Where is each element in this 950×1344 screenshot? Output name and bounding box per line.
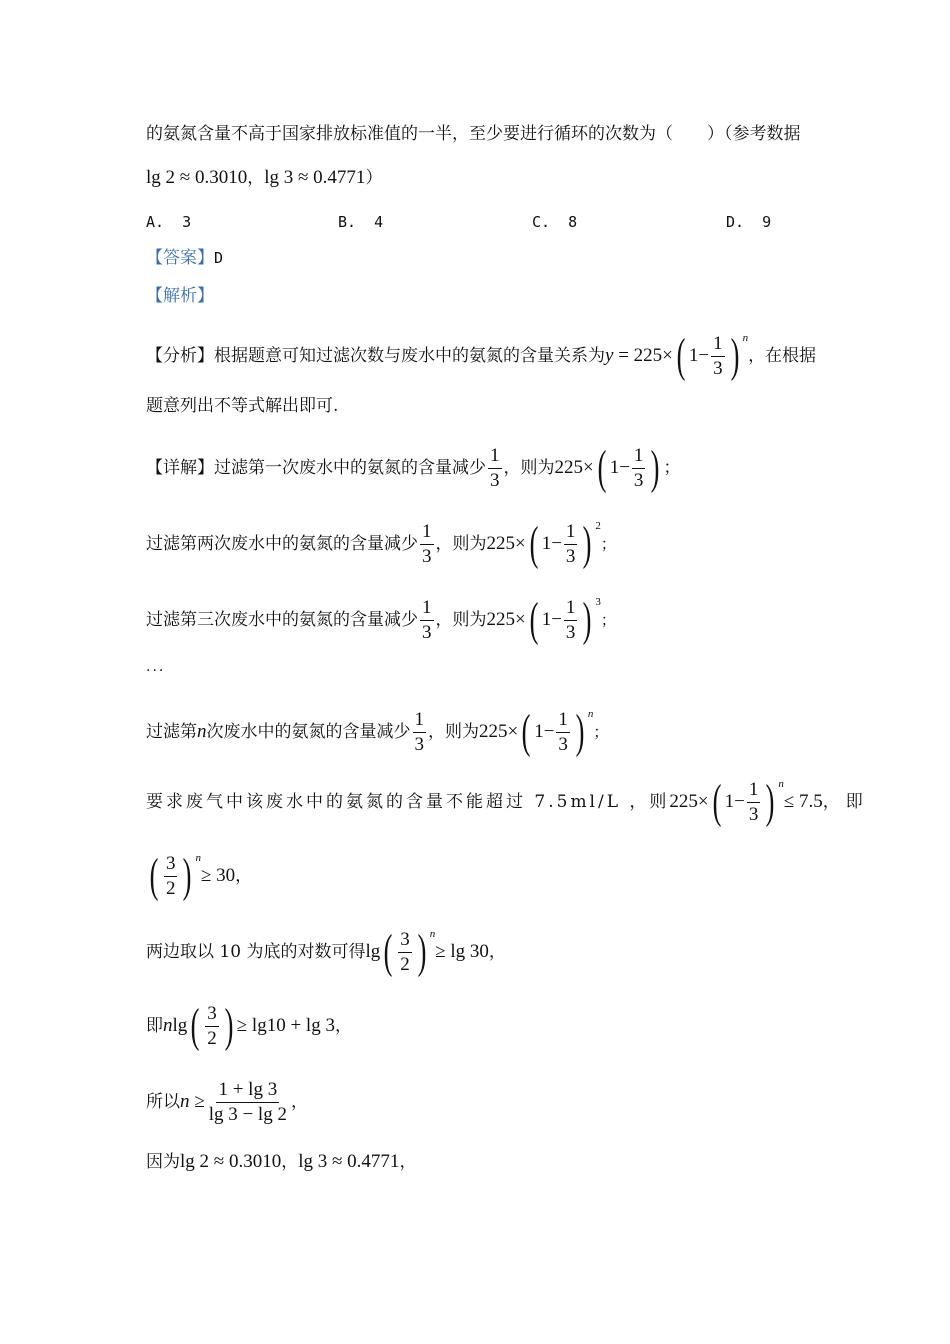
ref-lg2: lg 2 ≈ 0.3010 (146, 167, 248, 188)
coef: = 225× (613, 344, 673, 366)
ratio-ineq: ( $\frac{3}{2}$ ) $^n$≥ 30， (149, 849, 253, 903)
analysis-line1: 【分析】根据题意可知过滤次数与废水中的氨氮的含量关系为y = 225×( 1− $\frac{1}{3}$ ) $^n$，在根据 (146, 329, 817, 383)
answer-value: D (214, 249, 224, 267)
fraction: $\frac{1}{3}$ (422, 521, 432, 567)
fenxi-text: 根据题意可知过滤次数与废水中的氨氮的含量关系为 (214, 345, 605, 366)
fraction-log: $\frac{1 + \lg 3}{\lg 3 - \lg 2}$ (208, 1079, 287, 1125)
fraction: $\frac{1}{3}$ (490, 445, 500, 491)
fraction-3-2: $\frac{3}{2}$ (207, 1003, 217, 1049)
ji-line: 即nlg( $\frac{3}{2}$ ) ≥ lg10 + lg 3， (146, 999, 352, 1053)
fraction-3-2: $\frac{3}{2}$ (165, 853, 176, 899)
detail-line2: 过滤第两次废水中的氨氮的含量减少 $\frac{1}{3}$ ，则为225×( 1− $\frac{1}{3}$ ) $^2$； (146, 517, 616, 571)
fraction: $\frac{1}{3}$ (633, 445, 644, 491)
one-minus: 1− (688, 344, 710, 366)
question-text-line2 (146, 168, 382, 187)
detail-line4: 过滤第n次废水中的氨氮的含量减少 $\frac{1}{3}$ ，则为225×( 1− $\frac{1}{3}$ ) $^n$； (146, 705, 609, 759)
fraction: $\frac{1}{3}$ (422, 597, 432, 643)
detail-line3: 过滤第三次废水中的氨氮的含量减少 $\frac{1}{3}$ ，则为225×( 1− $\frac{1}{3}$ ) $^3$； (146, 593, 616, 647)
option-d: D. 9 (726, 213, 772, 231)
fraction: $\frac{1}{3}$ (558, 709, 568, 755)
detail-tag: 【详解】 (146, 457, 214, 478)
fraction: $\frac{1}{3}$ (414, 709, 424, 755)
option-b: B. 4 (338, 213, 384, 231)
fraction-3-2: $\frac{3}{2}$ (400, 929, 410, 975)
paren-close: ） (365, 168, 383, 188)
option-c: C. 8 (532, 213, 578, 231)
ref-lg3: lg 3 ≈ 0.4771 (264, 167, 366, 188)
fraction: $\frac{1}{3}$ (565, 597, 576, 643)
question-text-line1: 的氨氮含量不高于国家排放标准值的一半，至少要进行循环的次数为（ ）（参考数据 (146, 124, 801, 144)
suoyi-line: 所以n ≥ $\frac{1 + \lg 3}{\lg 3 - \lg 2}$ ， (146, 1079, 308, 1125)
fraction-1-3: $\frac{1}{3}$ (713, 333, 723, 379)
log-line: 两边取以 10 为底的对数可得lg( $\frac{3}{2}$ ) $^n$≥ lg 30， (146, 925, 506, 979)
var-y: y (605, 344, 614, 366)
exponent: n (742, 331, 749, 344)
analysis-tag: 【解析】 (146, 286, 214, 306)
fenxi-after: ，在根据 (748, 345, 817, 366)
requirement-line: 要求废气中该废水中的氨氮的含量不能超过 7.5ml/L ，则225×( 1− $\frac{1}{3}$ ) $^n$≤ 7.5，即 (146, 775, 869, 829)
fraction: $\frac{1}{3}$ (748, 779, 759, 825)
fraction: $\frac{1}{3}$ (565, 521, 576, 567)
yinwei-line: 因为lg 2 ≈ 0.3010，lg 3 ≈ 0.4771， (146, 1151, 417, 1172)
fenxi-tag: 【分析】 (146, 345, 214, 366)
detail-text: 过滤第一次废水中的氨氮的含量减少 (214, 457, 486, 478)
detail-line1: 【详解】过滤第一次废水中的氨氮的含量减少 $\frac{1}{3}$ ，则为225×( 1− $\frac{1}{3}$ ) ； (146, 441, 681, 495)
answer-tag: 【答案】 (146, 248, 214, 268)
ellipsis: ... (146, 659, 166, 675)
sep: ， (247, 168, 265, 188)
answer-line (146, 250, 223, 267)
analysis-line2: 题意列出不等式解出即可. (146, 396, 339, 416)
option-a: A. 3 (146, 213, 192, 231)
